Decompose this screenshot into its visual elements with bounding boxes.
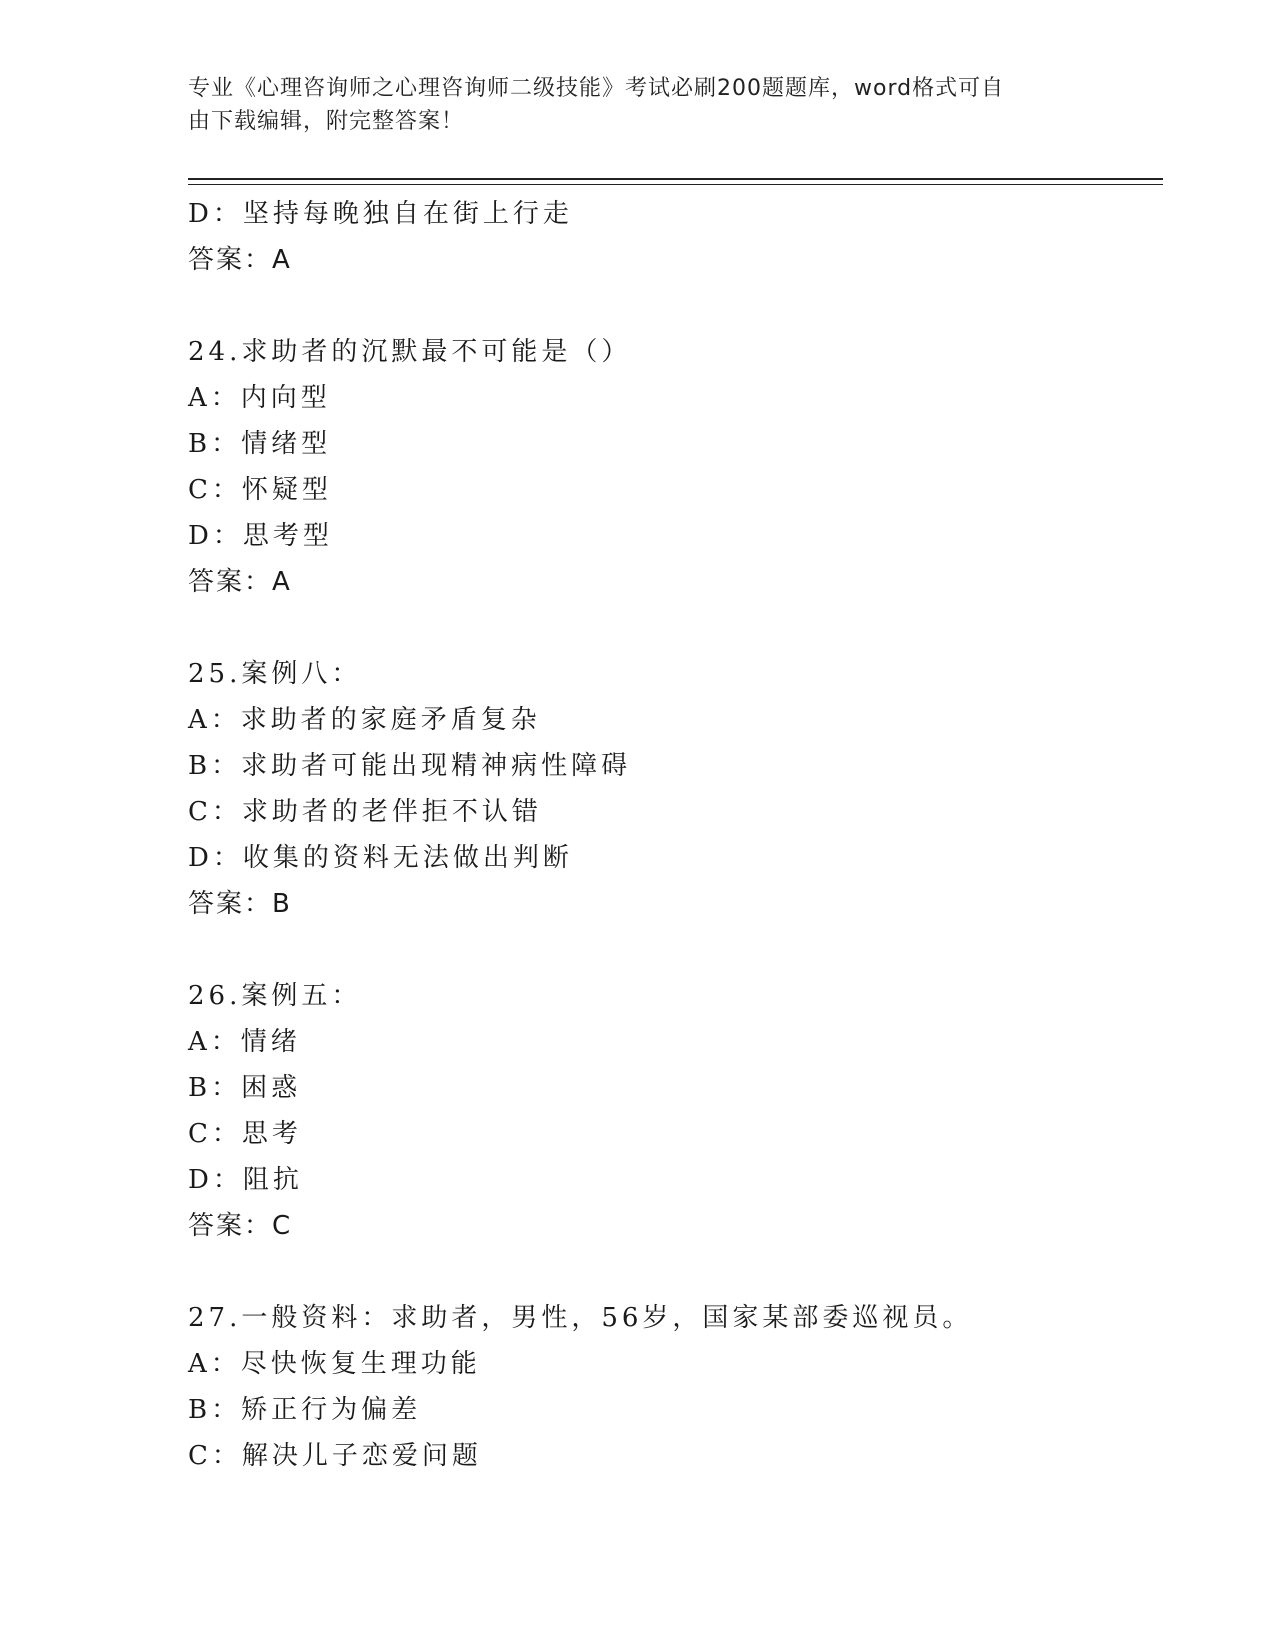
option-a: A：内向型: [188, 383, 331, 413]
header-divider-thin: [188, 184, 1163, 185]
option-a: A：求助者的家庭矛盾复杂: [188, 705, 541, 735]
option-c: C：解决儿子恋爱问题: [188, 1441, 482, 1471]
option-b: B：困惑: [188, 1073, 302, 1103]
option-b: B：矫正行为偏差: [188, 1395, 422, 1425]
spacer: [188, 283, 1163, 329]
option-c: C：求助者的老伴拒不认错: [188, 797, 542, 827]
header-line-1: 专业《心理咨询师之心理咨询师二级技能》考试必刷200题题库，word格式可自: [188, 76, 1005, 101]
answer-line: 答案：B: [188, 889, 292, 919]
option-c: C：怀疑型: [188, 475, 332, 505]
option-c: C：思考: [188, 1119, 302, 1149]
option-d: D：收集的资料无法做出判断: [188, 843, 573, 873]
option-a: A：情绪: [188, 1027, 301, 1057]
question-list: [188, 191, 1163, 1479]
spacer: [188, 927, 1163, 973]
option-d: D：阻抗: [188, 1165, 303, 1195]
document-header: [188, 72, 1068, 138]
question-text: 24.求助者的沉默最不可能是（）: [188, 337, 632, 367]
question-text: 27.一般资料：求助者，男性，56岁，国家某部委巡视员。: [188, 1303, 973, 1333]
option-d: D：坚持每晚独自在街上行走: [188, 199, 573, 229]
spacer: [188, 605, 1163, 651]
option-a: A：尽快恢复生理功能: [188, 1349, 481, 1379]
question-text: 25.案例八：: [188, 659, 362, 689]
spacer: [188, 1249, 1163, 1295]
answer-line: 答案：A: [188, 245, 292, 275]
option-b: B：情绪型: [188, 429, 332, 459]
header-line-2: 由下载编辑，附完整答案！: [188, 109, 465, 134]
option-b: B：求助者可能出现精神病性障碍: [188, 751, 632, 781]
answer-line: 答案：A: [188, 567, 292, 597]
question-text: 26.案例五：: [188, 981, 362, 1011]
option-d: D：思考型: [188, 521, 333, 551]
header-divider-thick: [188, 178, 1163, 180]
answer-line: 答案：C: [188, 1211, 293, 1241]
